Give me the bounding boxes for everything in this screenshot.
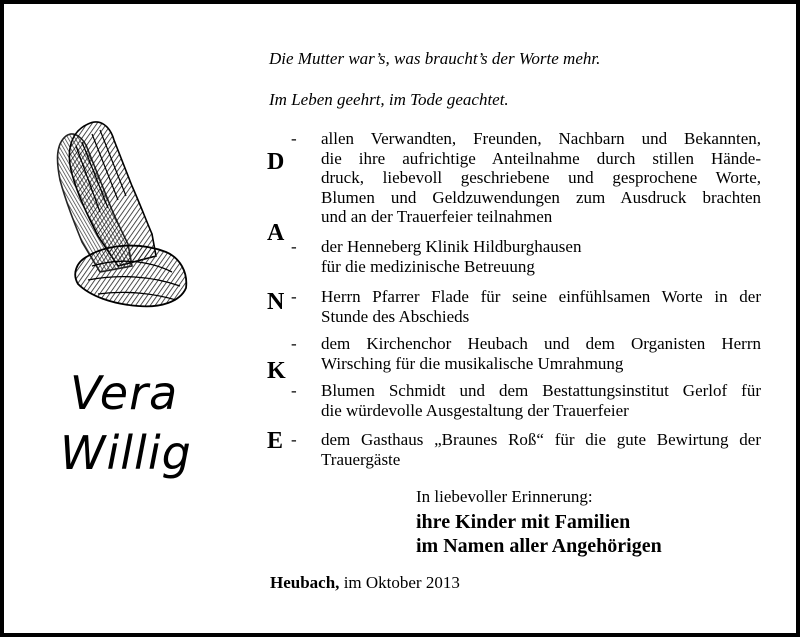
deceased-last-name: Willig xyxy=(60,426,192,480)
thanks-dash: - xyxy=(291,237,297,256)
signature-line-2: im Namen aller Angehörigen xyxy=(416,535,662,557)
danke-letter-d: D xyxy=(267,149,285,175)
quote-line-1: Die Mutter war’s, was braucht’s der Worte mehr. xyxy=(269,49,601,68)
thanks-line: allen Verwandten, Freunden, Nachbarn und Bekannten, xyxy=(321,129,761,148)
thanks-item-choir xyxy=(291,334,761,373)
thanks-line: dem Kirchenchor Heubach und dem Organisten Herrn xyxy=(321,334,761,353)
thanks-line: die würdevolle Ausgestaltung der Trauerfeier xyxy=(321,400,629,420)
thanks-line: der Henneberg Klinik Hildburghausen xyxy=(321,237,582,256)
thanks-line: Stunde des Abschieds xyxy=(321,306,470,326)
thanks-line: die ihre aufrichtige Anteilnahme durch stillen Hände- xyxy=(321,148,761,168)
praying-hands-icon xyxy=(48,116,194,312)
thanks-line: für die medizinische Betreuung xyxy=(321,256,535,276)
thanks-line: dem Gasthaus „Braunes Roß“ für die gute Bewirtung der xyxy=(321,430,761,449)
thanks-dash: - xyxy=(291,381,297,400)
thanks-dash: - xyxy=(291,129,297,148)
danke-letter-k: K xyxy=(267,358,286,384)
place-town: Heubach, xyxy=(270,573,340,592)
thanks-dash: - xyxy=(291,287,297,306)
thanks-dash: - xyxy=(291,430,297,449)
danke-letter-n: N xyxy=(267,289,285,315)
place-date xyxy=(270,573,460,593)
deceased-first-name: Vera xyxy=(70,366,179,420)
thanks-line: Wirsching für die musikalische Umrahmung xyxy=(321,353,624,373)
thanks-dash: - xyxy=(291,334,297,353)
quote-line-2: Im Leben geehrt, im Tode geachtet. xyxy=(269,90,509,109)
thanks-line: Trauergäste xyxy=(321,449,401,469)
thanks-item-pastor xyxy=(291,287,761,326)
thanks-line: druck, liebevoll geschriebene und gesprochene Worte, xyxy=(321,168,761,187)
thanks-line: Blumen und Geldzuwendungen zum Ausdruck brachten xyxy=(321,187,761,207)
danke-letter-e: E xyxy=(267,428,284,454)
thanks-item-clinic xyxy=(291,237,761,276)
danke-letter-a: A xyxy=(267,220,285,246)
thanks-line: Blumen Schmidt und dem Bestattungsinstitut Gerlof für xyxy=(321,381,761,400)
closing-intro: In liebevoller Erinnerung: xyxy=(416,487,593,506)
thanks-item-inn xyxy=(291,430,761,469)
place-date-text: im Oktober 2013 xyxy=(343,573,460,592)
thanks-line: und an der Trauerfeier teilnahmen xyxy=(321,207,553,226)
signature-line-1: ihre Kinder mit Familien xyxy=(416,511,631,533)
thanks-line: Herrn Pfarrer Flade für seine einfühlsamen Worte in der xyxy=(321,287,761,306)
thanks-item-relatives xyxy=(291,129,761,227)
thanks-item-funeral-home xyxy=(291,381,761,420)
